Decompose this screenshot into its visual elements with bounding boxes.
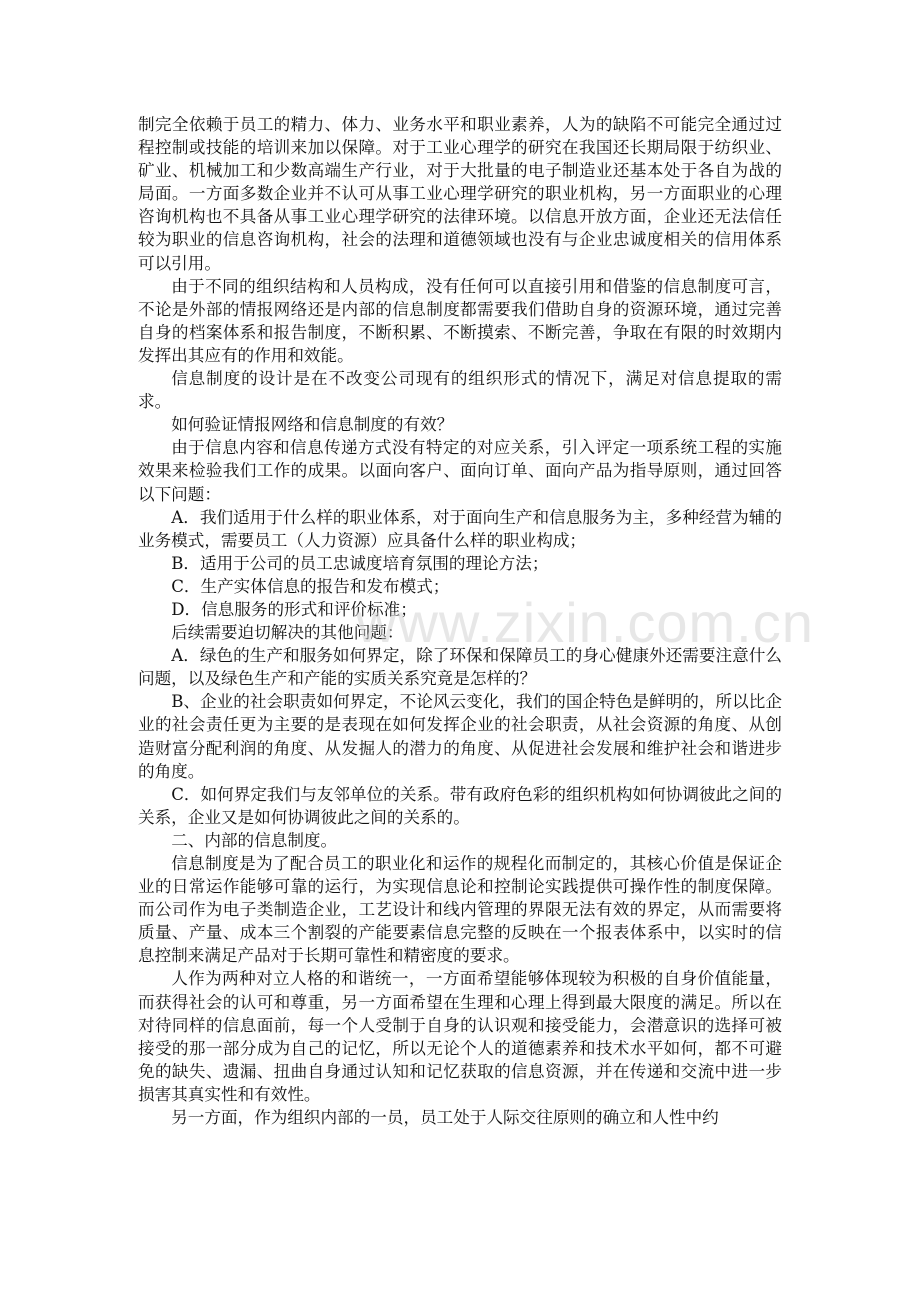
- paragraph-organization-member: 另一方面，作为组织内部的一员，员工处于人际交往原则的确立和人性中约: [171, 1108, 719, 1128]
- followup-item-c: C．如何界定我们与友邻单位的关系。带有政府色彩的组织机构如何协调彼此之间的关系，企业又是如何协调彼此之间的关系的。: [138, 784, 782, 827]
- paragraph-info-system: 信息制度是为了配合员工的职业化和运作的规程化而制定的，其核心价值是保证企业的日常运作能够可靠的运行，为实现信息论和控制论实践提供可操作性的制度保障。而公司作为电子类制造企业，工艺设计和线内管理的界限无法有效的界定，从而需要将质量、产量、成本三个割裂的产能要素信息完整的反映在一个报表体系中，以实时的信息控制来满足产品对于长期可靠性和精密度的要求。: [138, 854, 782, 966]
- list-item-b: B．适用于公司的员工忠诚度培育氛围的理论方法；: [171, 553, 549, 573]
- paragraph-2: 由于不同的组织结构和人员构成，没有任何可以直接引用和借鉴的信息制度可言，不论是外部的情报网络还是内部的信息制度都需要我们借助自身的资源环境，通过完善自身的档案体系和报告制度，不断积累、不断摸索、不断完善，争取在有限的时效期内发挥出其应有的作用和效能。: [138, 276, 782, 365]
- paragraph-5: 由于信息内容和信息传递方式没有特定的对应关系，引入评定一项系统工程的实施效果来检验我们工作的成果。以面向客户、面向订单、面向产品为指导原则，通过回答以下问题：: [138, 438, 782, 504]
- paragraph-1: 制完全依赖于员工的精力、体力、业务水平和职业素养，人为的缺陷不可能完全通过过程控制或技能的培训来加以保障。对于工业心理学的研究在我国还长期局限于纺织业、矿业、机械加工和少数高端生产行业，对于大批量的电子制造业还基本处于各自为战的局面。一方面多数企业并不认可从事工业心理学研究的职业机构，另一方面职业的心理咨询机构也不具备从事工业心理学研究的法律环境。以信息开放方面，企业还无法信任较为职业的信息咨询机构，社会的法理和道德领域也没有与企业忠诚度相关的信用体系可以引用。: [138, 115, 782, 273]
- watermark: www.zixin.com.cn: [356, 591, 814, 654]
- paragraph-3: 信息制度的设计是在不改变公司现有的组织形式的情况下，满足对信息提取的需求。: [138, 369, 782, 412]
- paragraph-human-nature: 人作为两种对立人格的和谐统一，一方面希望能够体现较为积极的自身价值能量，而获得社会的认可和尊重，另一方面希望在生理和心理上得到最大限度的满足。所以在对待同样的信息面前，每一个人受制于自身的认识观和接受能力，会潜意识的选择可被接受的那一部分成为自己的记忆，所以无论个人的道德素养和技术水平如何，都不可避免的缺失、遗漏、扭曲自身通过认知和记忆获取的信息资源，并在传递和交流中进一步损害其真实性和有效性。: [138, 969, 782, 1104]
- paragraph-followup-heading: 后续需要迫切解决的其他问题：: [171, 623, 404, 643]
- paragraph-4: 如何验证情报网络和信息制度的有效？: [171, 415, 454, 435]
- list-item-a: A．我们适用于什么样的职业体系，对于面向生产和信息服务为主，多种经营为辅的业务模式，需要员工（人力资源）应具备什么样的职业构成；: [138, 507, 782, 550]
- list-item-d: D．信息服务的形式和评价标准；: [171, 599, 417, 619]
- document-body: [138, 113, 782, 1129]
- list-item-c: C．生产实体信息的报告和发布模式；: [171, 576, 450, 596]
- section-heading-internal-info: 二、内部的信息制度。: [171, 830, 338, 850]
- followup-item-a: A．绿色的生产和服务如何界定，除了环保和保障员工的身心健康外还需要注意什么问题，以及绿色生产和产能的实质关系究竟是怎样的？: [138, 646, 782, 689]
- followup-item-b: B、企业的社会职责如何界定，不论风云变化，我们的国企特色是鲜明的，所以比企业的社会责任更为主要的是表现在如何发挥企业的社会职责，从社会资源的角度、从创造财富分配利润的角度、从发掘人的潜力的角度、从促进社会发展和维护社会和谐进步的角度。: [138, 692, 782, 781]
